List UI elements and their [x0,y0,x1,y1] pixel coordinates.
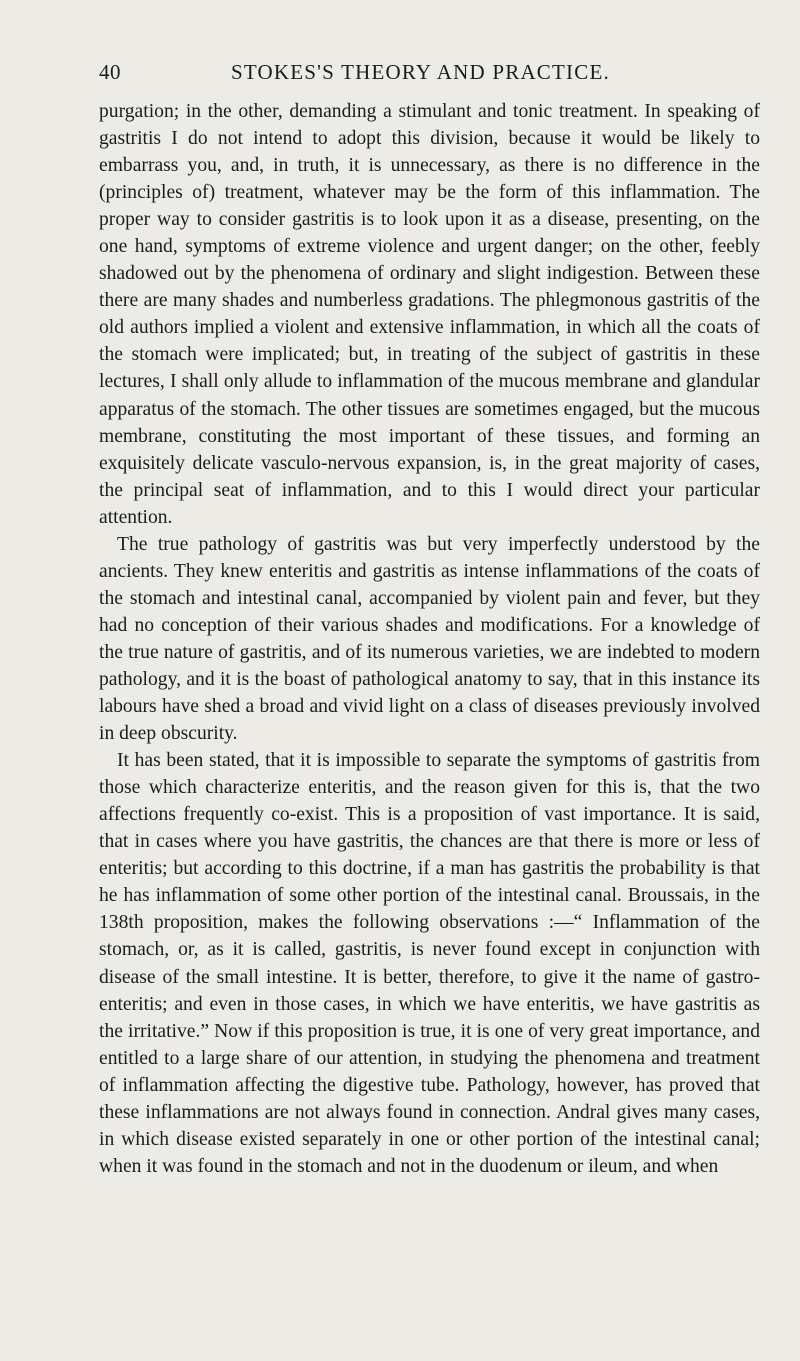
body-text [99,98,760,1180]
paragraph-1: purgation; in the other, demanding a stimulant and tonic treatment. In speaking of gastritis I do not intend to adopt this division, because it would be likely to embarrass you, and, in truth, it is unnecessary, as there is no difference in the (principles of) treatment, whatever may be the form of this inflammation. The proper way to consider gastritis is to look upon it as a disease, presenting, on the one hand, symptoms of extreme violence and urgent danger; on the other, feebly shadowed out by the phenomena of ordinary and slight indigestion. Between these there are many shades and numberless gradations. The phlegmonous gastritis of the old authors implied a violent and extensive inflammation, in which all the coats of the stomach were implicated; but, in treating of the subject of gastritis in these lectures, I shall only allude to inflammation of the mucous membrane and glandular apparatus of the stomach. The other tissues are sometimes engaged, but the mucous membrane, constituting the most important of these tissues, and forming an exquisitely delicate vasculo-nervous expansion, is, in the great majority of cases, the principal seat of inflammation, and to this I would direct your particular attention. [99,101,760,528]
page-number: 40 [99,60,121,84]
page-header [99,58,760,92]
running-head: STOKES'S THEORY AND PRACTICE. [231,60,610,84]
paragraph-3: It has been stated, that it is impossible to separate the symptoms of gastritis from those which characterize enteritis, and the reason given for this is, that the two affections frequently co-exist. This is a proposition of vast importance. It is said, that in cases where you have gastritis, the chances are that there is more or less of enteritis; but according to this doctrine, if a man has gastritis the probability is that he has inflammation of some other portion of the intestinal canal. Broussais, in the 138th proposition, makes the following observations :—“ Inflammation of the stomach, or, as it is called, gastritis, is never found except in conjunction with disease of the small intestine. It is better, therefore, to give it the name of gastro-enteritis; and even in those cases, in which we have enteritis, we have gastritis as the irritative.” Now if this proposition is true, it is one of very great importance, and entitled to a large share of our attention, in studying the phenomena and treatment of inflammation affecting the digestive tube. Pathology, however, has proved that these inflammations are not always found in connection. Andral gives many cases, in which disease existed separately in one or other portion of the intestinal canal; when it was found in the stomach and not in the duodenum or ileum, and when [99,750,760,1177]
paragraph-2: The true pathology of gastritis was but very imperfectly understood by the ancients. They knew enteritis and gastritis as intense inflammations of the coats of the stomach and intestinal canal, accompanied by violent pain and fever, but they had no conception of their various shades and modifications. For a knowledge of the true nature of gastritis, and of its numerous varieties, we are indebted to modern pathology, and it is the boast of pathological anatomy to say, that in this instance its labours have shed a broad and vivid light on a class of diseases previously involved in deep obscurity. [99,533,760,745]
